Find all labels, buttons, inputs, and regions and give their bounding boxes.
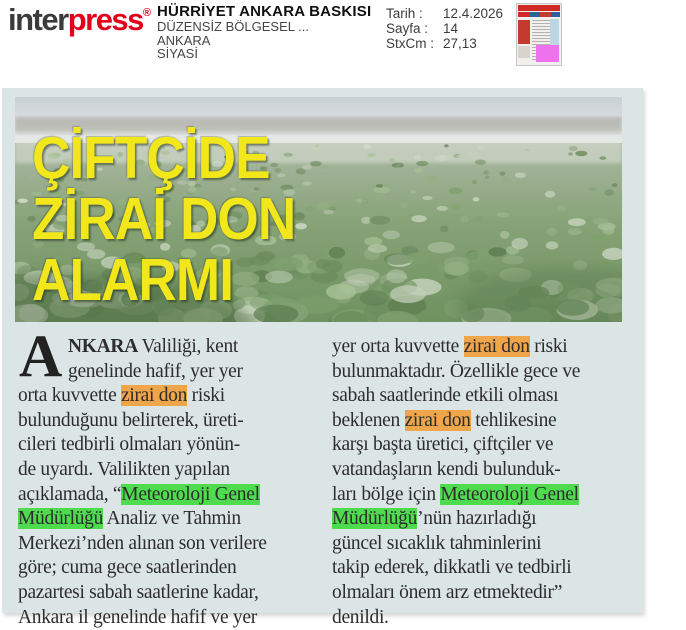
text-segment: güncel sıcaklık tahminlerini: [332, 532, 542, 554]
meta-value: 27,13: [443, 36, 477, 51]
logo-part-inter: inter: [8, 2, 68, 37]
text-segment: tehlikesine: [470, 409, 557, 431]
interpress-logo: [8, 2, 151, 38]
headline-line-2: ZİRAİ DON: [32, 186, 296, 252]
body-text-line: [18, 581, 328, 606]
clip-metadata: [386, 6, 503, 51]
meta-row: [386, 6, 503, 21]
body-text-line: [18, 335, 328, 360]
text-segment: denildi.: [332, 606, 389, 628]
publication-info: [157, 4, 371, 61]
meta-row: [386, 36, 503, 51]
meta-value: 12.4.2026: [443, 6, 504, 21]
article-headline: [32, 125, 325, 313]
text-segment: pazartesi sabah saatlerine kadar,: [18, 581, 259, 603]
text-segment: bulunduğunu belirterek, üreti-: [18, 409, 244, 431]
text-segment: ları bölge için: [332, 483, 441, 505]
thumbnail-article-highlight: [536, 45, 559, 62]
body-text-line: [18, 458, 328, 483]
body-text-line: [18, 409, 328, 434]
body-text-line: [18, 433, 328, 458]
text-segment: yer orta kuvvette: [332, 336, 464, 357]
body-text-line: [332, 556, 645, 581]
text-segment: vatandaşların kendi bulunduk-: [332, 458, 561, 480]
body-text-line: [18, 532, 328, 557]
text-segment: de uyardı. Valilikten yapılan: [18, 458, 230, 480]
text-segment: bulunmaktadır. Özellikle gece ve: [332, 360, 581, 382]
meta-label: Sayfa :: [386, 21, 429, 36]
article-column-left: [18, 335, 328, 630]
body-text-line: [332, 335, 645, 360]
thumbnail-topstrip: [518, 12, 560, 17]
text-segment: Valiliği, kent: [141, 336, 239, 357]
highlight-green: Müdürlüğü: [332, 508, 418, 530]
text-segment: genelinde hafif, yer yer: [68, 360, 243, 382]
drop-cap: A: [19, 323, 63, 389]
text-segment: açıklamada, “: [18, 483, 122, 505]
text-segment: cileri tedbirli olmaları yönün-: [18, 434, 240, 456]
article-clip: [2, 88, 643, 628]
text-segment: beklenen: [332, 409, 405, 431]
text-segment: Analiz ve Tahmin: [103, 508, 241, 530]
meta-value: 14: [443, 21, 459, 36]
body-text-line: [18, 360, 328, 385]
text-segment: göre; cuma gece saatlerinden: [18, 557, 237, 579]
body-text-line: [332, 360, 645, 385]
body-text-line: [332, 532, 645, 557]
highlight-orange: zirai don: [404, 409, 471, 431]
headline-line-3: ALARMI: [32, 247, 234, 313]
body-text-line: [332, 507, 645, 532]
body-text-line: [18, 556, 328, 581]
headline-line-1: ÇİFTÇİDE: [32, 125, 270, 191]
body-text-line: [332, 581, 645, 606]
text-segment: Merkezi’nden alınan son verilere: [18, 532, 267, 554]
text-segment: sabah saatlerinde etkili olması: [332, 385, 559, 407]
highlight-green: Meteoroloji Genel: [121, 483, 260, 505]
highlight-green: Müdürlüğü: [18, 508, 104, 530]
meta-label: Tarih :: [386, 6, 423, 21]
text-segment: riski: [187, 385, 225, 407]
body-text-line: [332, 433, 645, 458]
article-photo: [15, 97, 622, 322]
text-segment: takip ederek, dikkatli ve tedbirli: [332, 557, 572, 579]
text-segment: olmaları önem arz etmektedir”: [332, 581, 563, 603]
body-text-line: [332, 409, 645, 434]
article-column-right: [332, 335, 645, 630]
text-segment: Ankara il genelinde hafif ve yer: [18, 606, 257, 628]
text-segment: riski: [529, 336, 568, 357]
body-text-line: [332, 458, 645, 483]
meta-row: [386, 21, 503, 36]
thumbnail-red-block: [518, 20, 530, 44]
thumbnail-gray-block: [518, 46, 530, 58]
text-segment: orta kuvvette: [18, 385, 122, 407]
body-text-line: [332, 483, 645, 508]
publication-category: SİYASİ: [157, 46, 198, 62]
publication-distribution: DÜZENSİZ BÖLGESEL ...: [157, 19, 309, 34]
body-text-line: [18, 483, 328, 508]
body-text-line: [18, 507, 328, 532]
publication-name: HÜRRİYET ANKARA BASKISI: [157, 3, 372, 20]
page-thumbnail[interactable]: [516, 3, 562, 66]
registered-mark-icon: ®: [142, 7, 152, 19]
logo-part-press: press: [67, 2, 143, 37]
meta-label: StxCm :: [386, 36, 435, 51]
text-segment: ’nün hazırladığı: [417, 508, 537, 530]
thumbnail-masthead: [518, 5, 560, 11]
body-text-line: [18, 384, 328, 409]
highlight-orange: zirai don: [121, 385, 188, 407]
text-segment: karşı başta üretici, çiftçiler ve: [332, 434, 554, 456]
text-segment: NKARA: [68, 336, 142, 357]
publication-city: ANKARA: [157, 32, 211, 48]
highlight-green: Meteoroloji Genel: [440, 483, 579, 505]
highlight-orange: zirai don: [463, 336, 530, 357]
body-text-line: [332, 384, 645, 409]
